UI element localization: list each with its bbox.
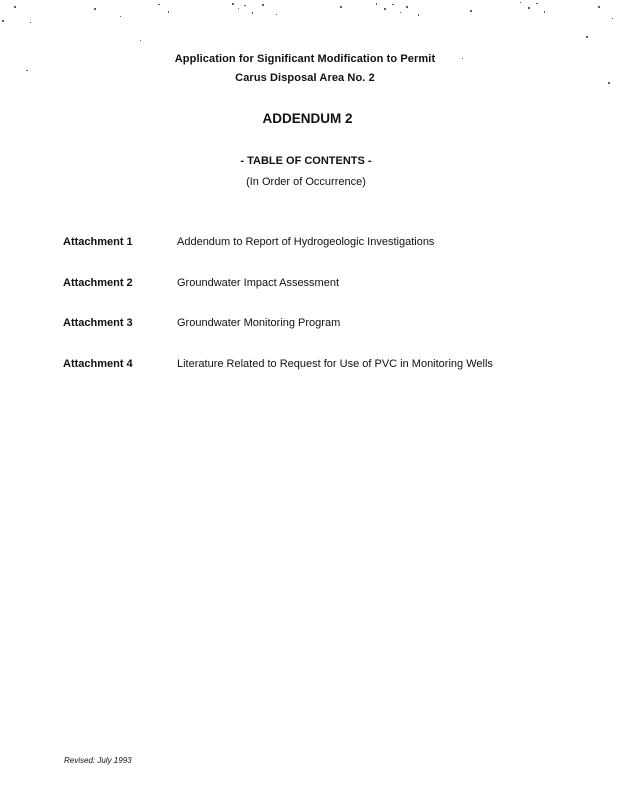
document-header-line-1: Application for Significant Modification to Permit [174, 53, 436, 65]
toc-entry-label: Attachment 1 [63, 236, 133, 248]
toc-entry-description: Literature Related to Request for Use of PVC in Monitoring Wells [177, 358, 493, 370]
toc-entry-description: Groundwater Impact Assessment [177, 277, 340, 289]
toc-entry-label: Attachment 3 [63, 317, 133, 329]
revision-note: Revised: July 1993 [64, 756, 132, 765]
document-header-line-2: Carus Disposal Area No. 2 [235, 72, 375, 84]
addendum-title: ADDENDUM 2 [262, 111, 353, 126]
toc-entry-description: Addendum to Report of Hydrogeologic Investigations [177, 236, 435, 248]
toc-entry-description: Groundwater Monitoring Program [177, 317, 341, 329]
toc-entry-label: Attachment 2 [63, 277, 133, 289]
toc-entry [63, 358, 603, 374]
toc-entry [63, 236, 603, 252]
toc-entry-label: Attachment 4 [63, 358, 133, 370]
toc-entry [63, 317, 603, 333]
toc-entry [63, 277, 603, 293]
toc-subheading: (In Order of Occurrence) [246, 176, 366, 188]
toc-heading: - TABLE OF CONTENTS - [240, 155, 372, 167]
